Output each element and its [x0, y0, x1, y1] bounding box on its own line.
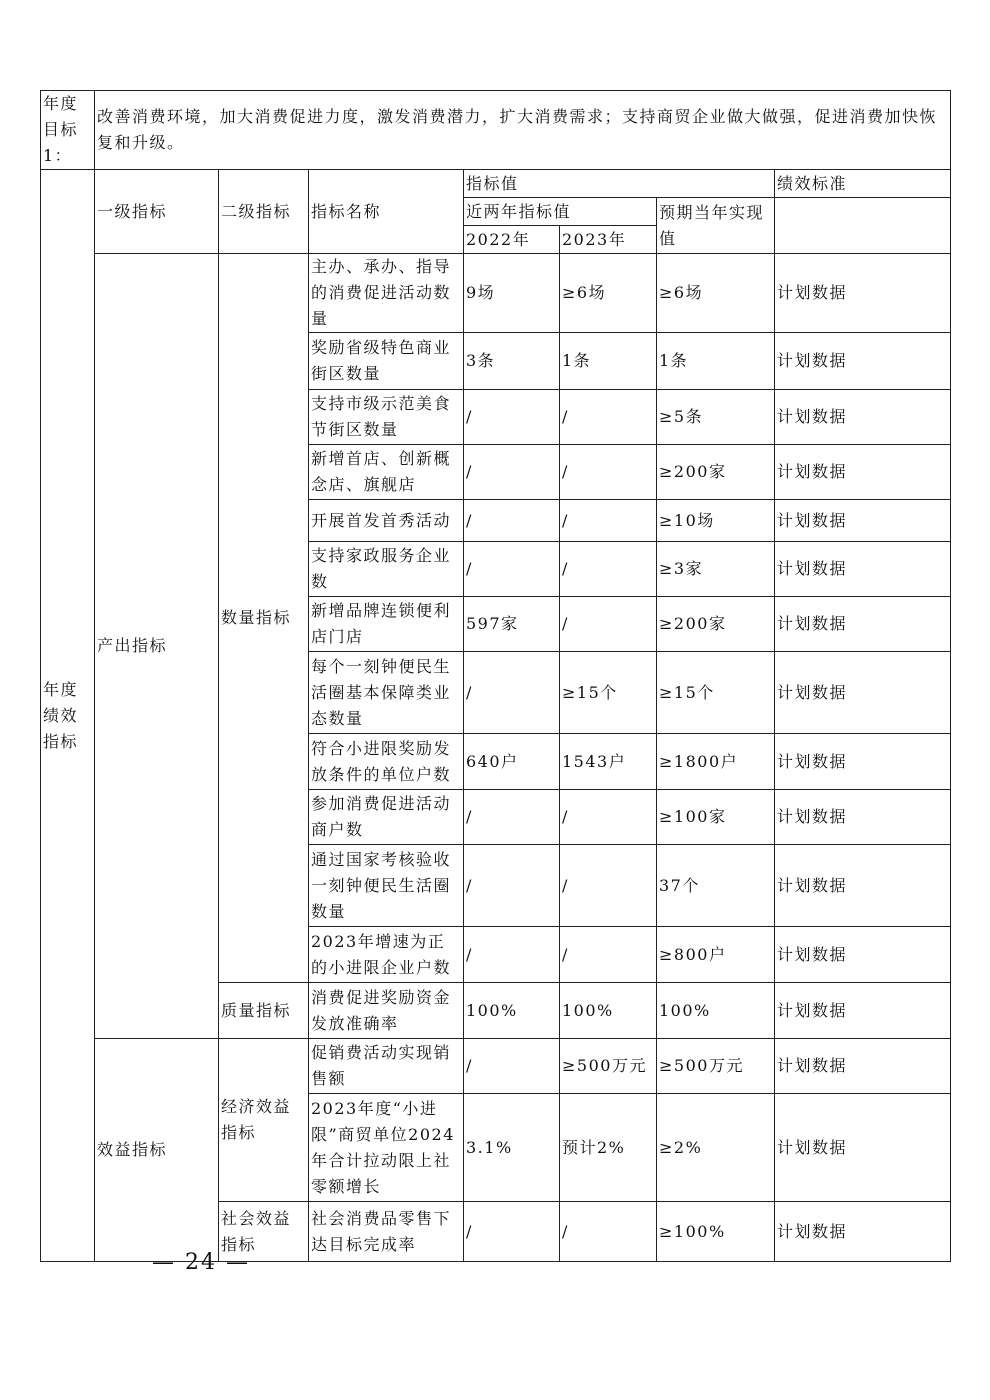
cell-2023: ≥6场 [560, 254, 657, 333]
header-level1: 一级指标 [95, 170, 219, 254]
cell-2023: / [560, 597, 657, 652]
cell-expected: ≥200家 [657, 597, 775, 652]
cell-2022: / [464, 845, 560, 927]
header-2022: 2022年 [464, 226, 560, 254]
cell-2023: / [560, 445, 657, 500]
cell-standard: 计划数据 [775, 790, 951, 845]
header-values: 指标值 [464, 170, 775, 198]
cell-expected: ≥3家 [657, 542, 775, 597]
cell-expected: ≥100家 [657, 790, 775, 845]
cell-2023: / [560, 390, 657, 445]
header-row-1 [41, 170, 951, 198]
group-output: 产出指标 [95, 254, 219, 1039]
cell-2022: / [464, 500, 560, 542]
performance-table [40, 90, 951, 1262]
cell-expected: ≥500万元 [657, 1039, 775, 1094]
cell-name: 通过国家考核验收一刻钟便民生活圈数量 [309, 845, 464, 927]
cell-2022: / [464, 390, 560, 445]
cell-2023: / [560, 500, 657, 542]
group-quantity: 数量指标 [219, 254, 309, 983]
cell-standard: 计划数据 [775, 1202, 951, 1262]
cell-standard: 计划数据 [775, 542, 951, 597]
cell-2022: 3.1% [464, 1094, 560, 1202]
cell-standard: 计划数据 [775, 333, 951, 390]
cell-2023: ≥500万元 [560, 1039, 657, 1094]
cell-name: 支持家政服务企业数 [309, 542, 464, 597]
table-row [41, 1039, 951, 1094]
cell-expected: ≥800户 [657, 927, 775, 983]
cell-name: 社会消费品零售下达目标完成率 [309, 1202, 464, 1262]
cell-2023: 1条 [560, 333, 657, 390]
cell-2023: 100% [560, 983, 657, 1039]
cell-standard: 计划数据 [775, 445, 951, 500]
cell-2022: 100% [464, 983, 560, 1039]
cell-name: 每个一刻钟便民生活圈基本保障类业态数量 [309, 652, 464, 734]
cell-2023: 预计2% [560, 1094, 657, 1202]
cell-2023: 1543户 [560, 734, 657, 790]
cell-expected: ≥10场 [657, 500, 775, 542]
group-economic: 经济效益指标 [219, 1039, 309, 1202]
group-benefit: 效益指标 [95, 1039, 219, 1262]
cell-2023: / [560, 790, 657, 845]
cell-2023: / [560, 927, 657, 983]
cell-name: 2023年增速为正的小进限企业户数 [309, 927, 464, 983]
cell-expected: 100% [657, 983, 775, 1039]
cell-standard: 计划数据 [775, 1094, 951, 1202]
cell-2023: / [560, 845, 657, 927]
header-recent: 近两年指标值 [464, 198, 657, 226]
cell-2023: / [560, 542, 657, 597]
cell-name: 主办、承办、指导的消费促进活动数量 [309, 254, 464, 333]
cell-expected: ≥5条 [657, 390, 775, 445]
cell-name: 符合小进限奖励发放条件的单位户数 [309, 734, 464, 790]
cell-standard: 计划数据 [775, 927, 951, 983]
goal-label: 年度目标1： [41, 91, 95, 170]
cell-standard: 计划数据 [775, 734, 951, 790]
cell-2022: / [464, 445, 560, 500]
cell-standard: 计划数据 [775, 254, 951, 333]
header-level2: 二级指标 [219, 170, 309, 254]
cell-name: 促销费活动实现销售额 [309, 1039, 464, 1094]
cell-standard: 计划数据 [775, 845, 951, 927]
cell-2022: / [464, 1202, 560, 1262]
table-row [41, 254, 951, 333]
cell-expected: 1条 [657, 333, 775, 390]
cell-name: 奖励省级特色商业街区数量 [309, 333, 464, 390]
cell-2023: / [560, 1202, 657, 1262]
cell-standard: 计划数据 [775, 983, 951, 1039]
header-2023: 2023年 [560, 226, 657, 254]
cell-name: 消费促进奖励资金发放准确率 [309, 983, 464, 1039]
cell-2022: / [464, 927, 560, 983]
cell-2022: / [464, 1039, 560, 1094]
cell-2022: / [464, 542, 560, 597]
cell-standard: 计划数据 [775, 1039, 951, 1094]
cell-2022: 9场 [464, 254, 560, 333]
cell-name: 新增首店、创新概念店、旗舰店 [309, 445, 464, 500]
cell-name: 2023年度“小进限”商贸单位2024年合计拉动限上社零额增长 [309, 1094, 464, 1202]
cell-expected: ≥15个 [657, 652, 775, 734]
goal-row [41, 91, 951, 170]
cell-expected: ≥100% [657, 1202, 775, 1262]
header-expected: 预期当年实现值 [657, 198, 775, 254]
cell-2022: 640户 [464, 734, 560, 790]
goal-text: 改善消费环境，加大消费促进力度，激发消费潜力，扩大消费需求；支持商贸企业做大做强，促进消费加快恢复和升级。 [95, 91, 951, 170]
cell-name: 开展首发首秀活动 [309, 500, 464, 542]
cell-standard: 计划数据 [775, 597, 951, 652]
header-name: 指标名称 [309, 170, 464, 254]
cell-expected: ≥200家 [657, 445, 775, 500]
cell-2022: / [464, 652, 560, 734]
page-number: — 24 — [152, 1250, 250, 1275]
cell-standard: 计划数据 [775, 390, 951, 445]
group-social: 社会效益指标 [219, 1202, 309, 1262]
cell-name: 新增品牌连锁便利店门店 [309, 597, 464, 652]
header-standard-blank [775, 198, 951, 254]
cell-2022: 3条 [464, 333, 560, 390]
cell-expected: 37个 [657, 845, 775, 927]
cell-expected: ≥6场 [657, 254, 775, 333]
cell-standard: 计划数据 [775, 652, 951, 734]
cell-standard: 计划数据 [775, 500, 951, 542]
cell-2023: ≥15个 [560, 652, 657, 734]
cell-expected: ≥1800户 [657, 734, 775, 790]
cell-2022: / [464, 790, 560, 845]
cell-2022: 597家 [464, 597, 560, 652]
cell-name: 支持市级示范美食节街区数量 [309, 390, 464, 445]
cell-name: 参加消费促进活动商户数 [309, 790, 464, 845]
section-label: 年度绩效指标 [41, 170, 95, 1262]
cell-expected: ≥2% [657, 1094, 775, 1202]
group-quality: 质量指标 [219, 983, 309, 1039]
header-standard: 绩效标准 [775, 170, 951, 198]
